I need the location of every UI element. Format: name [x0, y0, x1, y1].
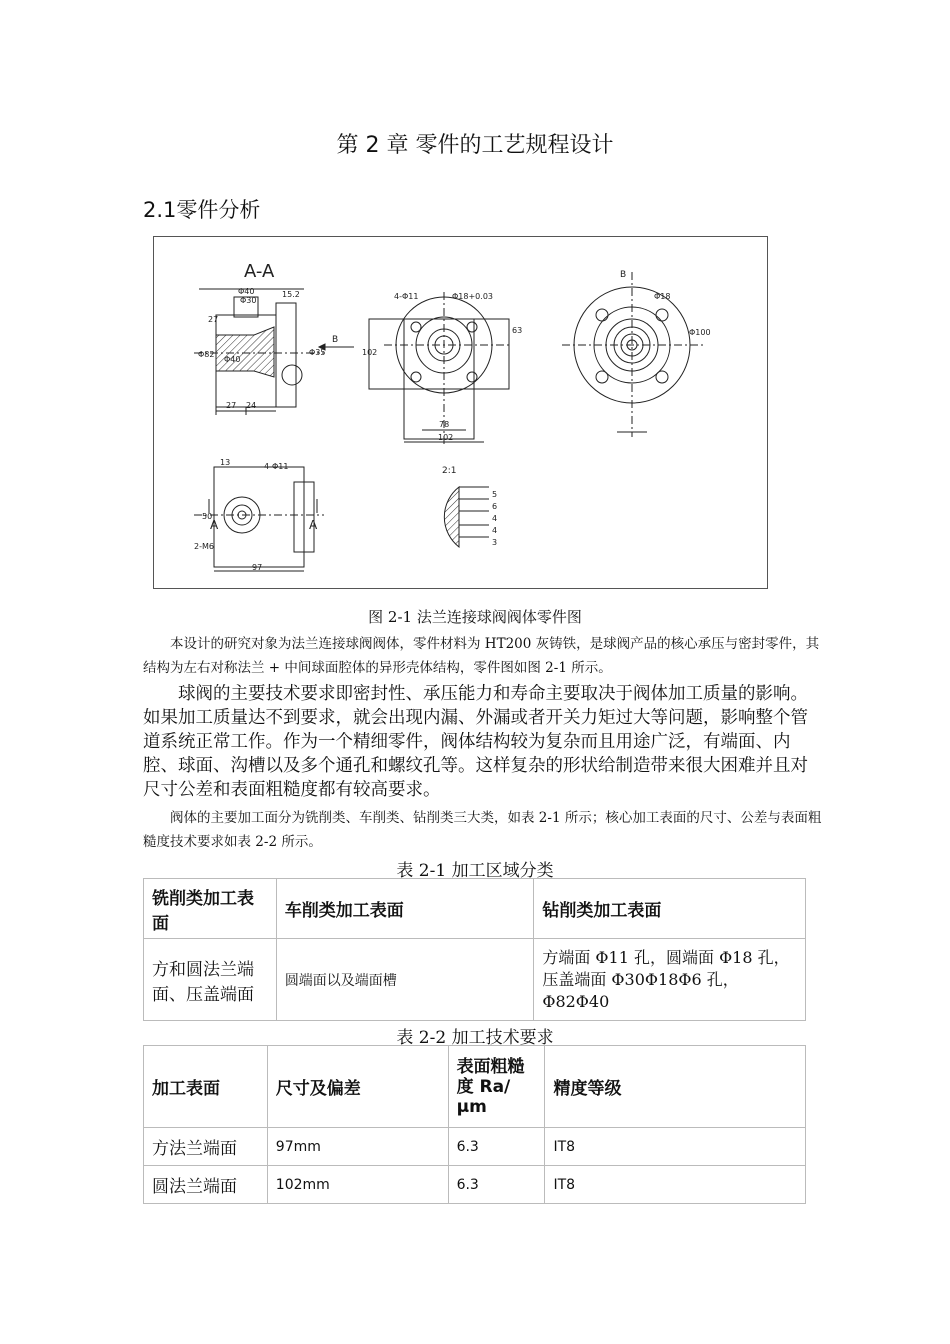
- dim: Φ30: [240, 296, 257, 305]
- aa-flange: [276, 303, 296, 407]
- table2-cell: 6.3: [448, 1166, 545, 1204]
- table1-header: 铣削类加工表面: [144, 879, 277, 939]
- table1-caption: 表 2-1 加工区域分类: [396, 861, 554, 881]
- table1-cell: 方和圆法兰端面、压盖端面: [144, 939, 277, 1021]
- view-b-label: B: [620, 270, 627, 280]
- dim: 4: [492, 526, 498, 535]
- dim: Φ40: [238, 287, 255, 296]
- table2-cell: IT8: [545, 1128, 806, 1166]
- table2-header: 表面粗糙度 Ra/μm: [448, 1046, 545, 1128]
- table1-header: 钻削类加工表面: [534, 879, 806, 939]
- table2-caption: 表 2-2 加工技术要求: [396, 1028, 554, 1048]
- arrow-b-label: B: [332, 335, 339, 345]
- dim: 27: [226, 401, 237, 410]
- figure-caption: 图 2-1 法兰连接球阀阀体零件图: [368, 608, 582, 626]
- dim: Φ18: [654, 292, 671, 301]
- dim: 3: [492, 538, 498, 547]
- table1-cell: 圆端面以及端面槽: [276, 939, 534, 1021]
- engineering-drawing: [153, 236, 768, 589]
- section-a-left-label: A: [210, 518, 219, 532]
- dim: Φ35: [309, 348, 326, 357]
- dim: 50: [202, 512, 213, 521]
- paragraph-surfaces: 阀体的主要加工面分为铣削类、车削类、钻削类三大类，如表 2-1 所示；核心加工表面的尺寸、公差与表面粗糙度技术要求如表 2-2 所示。: [143, 810, 822, 850]
- table-tech-requirements: [143, 1045, 806, 1204]
- dim: 102: [362, 348, 378, 357]
- dim: 4: [492, 514, 498, 523]
- table2-cell: 97mm: [267, 1128, 448, 1166]
- table2-header: 加工表面: [144, 1046, 268, 1128]
- dim: Φ18+0.03: [452, 292, 493, 301]
- dim: 63: [512, 326, 523, 335]
- paragraph-requirements: 球阀的主要技术要求即密封性、承压能力和寿命主要取决于阀体加工质量的影响。如果加工质量达不到要求，就会出现内漏、外漏或者开关力矩过大等问题，影响整个管道系统正常工作。作为一个精细零件，阀体结构较为复杂而且用途广泛，有端面、内腔、球面、沟槽以及多个通孔和螺纹孔等。这样复杂的形状给制造带来很大困难并且对尺寸公差和表面粗糙度都有较高要求。: [143, 684, 808, 800]
- dim: Φ100: [689, 328, 711, 337]
- table2-cell: 6.3: [448, 1128, 545, 1166]
- dim: 6: [492, 502, 498, 511]
- table2-header: 精度等级: [545, 1046, 806, 1128]
- table1-header: 车削类加工表面: [276, 879, 534, 939]
- dim: Φ40: [224, 355, 241, 364]
- dim: 78: [439, 420, 450, 429]
- table2-header: 尺寸及偏差: [267, 1046, 448, 1128]
- view-aa-label: A-A: [244, 261, 275, 282]
- dim: 13: [220, 458, 231, 467]
- chapter-title: 第 2 章 零件的工艺规程设计: [336, 133, 614, 158]
- dim: 5: [492, 490, 498, 499]
- dim: 24: [246, 401, 257, 410]
- paragraph-intro: 本设计的研究对象为法兰连接球阀阀体，零件材料为 HT200 灰铸铁，是球阀产品的核心承压与密封零件，其结构为左右对称法兰 + 中间球面腔体的异形壳体结构，零件图如图 2-1 所示。: [143, 636, 820, 676]
- table1-cell: 方端面 Φ11 孔，圆端面 Φ18 孔，压盖端面 Φ30Φ18Φ6 孔， Φ82Φ40: [534, 939, 806, 1021]
- dim: 4-Φ11: [394, 292, 419, 301]
- dim: 4-Φ11: [264, 462, 289, 471]
- dim: 97: [252, 563, 263, 572]
- detail-2to1: [444, 487, 459, 547]
- dim: 15.2: [282, 290, 300, 299]
- dim: 2-M6: [194, 542, 214, 551]
- table2-cell: 方法兰端面: [144, 1128, 268, 1166]
- table-machining-areas: [143, 878, 806, 1021]
- table2-cell: IT8: [545, 1166, 806, 1204]
- table2-cell: 102mm: [267, 1166, 448, 1204]
- dim: Φ82: [198, 350, 215, 359]
- table2-cell: 圆法兰端面: [144, 1166, 268, 1204]
- drawing-svg: [154, 237, 767, 588]
- section-a-right-label: A: [309, 518, 318, 532]
- scale-label: 2:1: [442, 466, 457, 476]
- dim: 27: [208, 315, 219, 324]
- bottom-body: [214, 467, 304, 567]
- dim: 102: [438, 433, 454, 442]
- section-title: 2.1零件分析: [143, 198, 261, 222]
